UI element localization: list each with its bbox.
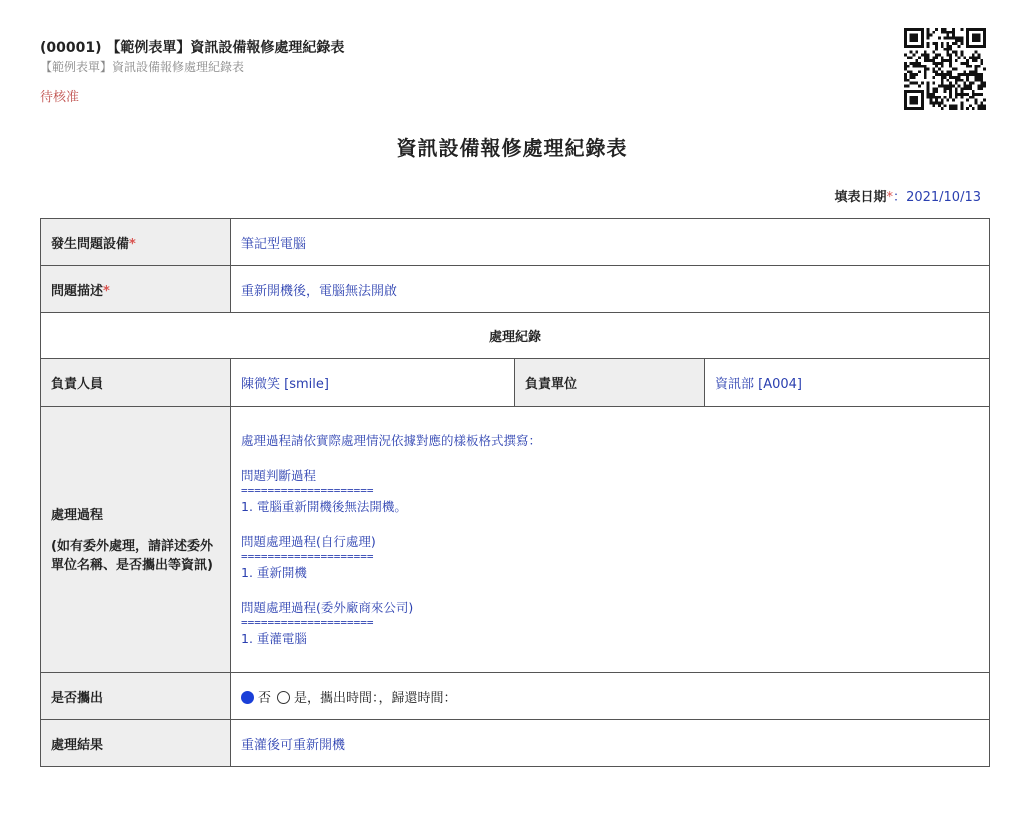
carry-out-options	[231, 673, 990, 720]
result-value[interactable]: 重灌後可重新開機	[231, 720, 990, 767]
process-sec3-item: 1. 重灌電腦	[241, 631, 307, 646]
unit-label: 負責單位	[515, 359, 705, 407]
form-header-title: (00001) 【範例表單】資訊設備報修處理紀錄表	[40, 40, 345, 56]
fill-date: 填表日期*：2021/10/13	[834, 190, 981, 205]
description-value[interactable]: 重新開機後，電腦無法開啟	[231, 266, 990, 313]
row-device	[41, 219, 990, 266]
process-value[interactable]	[231, 407, 990, 673]
owner-value[interactable]: 陳微笑 [smile]	[231, 359, 515, 407]
row-process	[41, 407, 990, 673]
radio-empty-icon[interactable]	[277, 691, 290, 704]
repair-form-table	[40, 218, 990, 767]
unit-value[interactable]: 資訊部 [A004]	[705, 359, 990, 407]
process-sec1-item: 1. 電腦重新開機後無法開機。	[241, 499, 407, 514]
result-label: 處理結果	[41, 720, 231, 767]
fill-date-label: 填表日期	[834, 190, 887, 205]
process-note: (如有委外處理，請詳述委外單位名稱、是否攜出等資訊)	[51, 539, 213, 573]
description-label: 問題描述*	[41, 266, 231, 313]
device-label: 發生問題設備*	[41, 219, 231, 266]
row-result	[41, 720, 990, 767]
process-separator: ====================	[241, 550, 374, 563]
fill-date-value: 2021/10/13	[906, 190, 981, 205]
carry-out-label: 是否攜出	[41, 673, 231, 720]
row-section	[41, 313, 990, 359]
required-mark: *	[886, 190, 894, 205]
process-separator: ====================	[241, 484, 374, 497]
process-sec2-item: 1. 重新開機	[241, 565, 307, 580]
row-carry-out	[41, 673, 990, 720]
owner-label: 負責人員	[41, 359, 231, 407]
device-value[interactable]: 筆記型電腦	[231, 219, 990, 266]
status-badge: 待核准	[40, 90, 80, 105]
qr-code-icon	[904, 28, 986, 110]
process-label: 處理過程 (如有委外處理，請詳述委外單位名稱、是否攜出等資訊)	[41, 407, 231, 673]
process-sec3-title: 問題處理過程(委外廠商來公司)	[241, 600, 414, 615]
page-title: 資訊設備報修處理紀錄表	[396, 136, 628, 160]
row-owner	[41, 359, 990, 407]
carry-out-yes-label: 是，攜出時間：，歸還時間：	[294, 690, 457, 706]
radio-selected-icon[interactable]	[241, 691, 254, 704]
carry-out-no-label: 否	[258, 690, 272, 706]
row-description	[41, 266, 990, 313]
process-sec2-title: 問題處理過程(自行處理)	[241, 534, 376, 549]
process-separator: ====================	[241, 616, 374, 629]
process-sec1-title: 問題判斷過程	[241, 468, 317, 483]
section-title: 處理紀錄	[41, 313, 990, 359]
form-header-subtitle: 【範例表單】資訊設備報修處理紀錄表	[40, 60, 245, 74]
process-intro: 處理過程請依實際處理情況依據對應的樣板格式撰寫：	[241, 433, 542, 448]
